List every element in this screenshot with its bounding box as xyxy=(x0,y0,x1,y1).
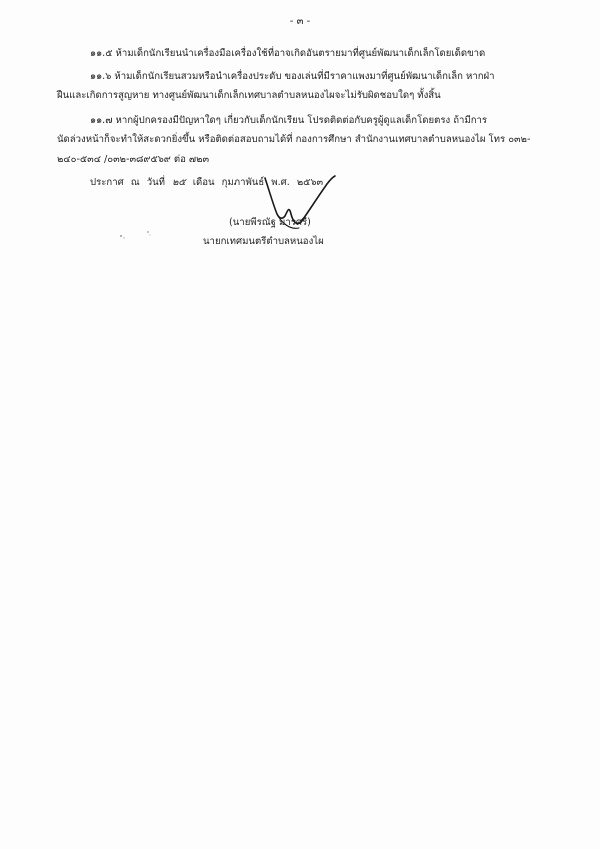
clause-11-7-continued: นัดล่วงหน้าก็จะทำให้สะดวกยิ่งขึ้น หรือติดต่อสอบถามได้ที่ กองการศึกษา สำนักงานเทศบาลตำบลหนองไผ โทร ๐๓๒- xyxy=(57,134,531,145)
month-label: เดือน xyxy=(192,177,215,188)
clause-11-7-phone: ๒๔๐-๕๓๔ /๐๓๒-๓๘๙๕๖๙ ต่อ ๗๒๓ xyxy=(57,154,210,165)
signer-name: (นายพีรณัฐ มารศรี) xyxy=(229,217,311,228)
page-number: - ๓ - xyxy=(289,16,311,27)
month-value: กุมภาพันธ์ xyxy=(221,177,265,188)
clause-11-7: ๑๑.๗ หากผู้ปกครองมีปัญหาใดๆ เกี่ยวกับเด็กนักเรียน โปรดติดต่อกับครูผู้ดูแลเด็กโดยตรง ถ้ามีการ xyxy=(90,115,488,126)
announcement-prefix: ประกาศ xyxy=(90,177,124,188)
clause-11-6-continued: ฝืนและเกิดการสูญหาย ทางศูนย์พัฒนาเด็กเล็กเทศบาลตำบลหนองไผจะไม่รับผิดชอบใดๆ ทั้งสิ้น xyxy=(57,90,441,101)
clause-11-5: ๑๑.๕ ห้ามเด็กนักเรียนนำเครื่องมือเครื่องใช้ที่อาจเกิดอันตรายมาที่ศูนย์พัฒนาเด็กเล็กโดยเด็ดขาด xyxy=(90,48,486,59)
scan-speck xyxy=(115,228,155,242)
handwritten-signature xyxy=(255,170,345,240)
signer-title: นายกเทศมนตรีตำบลหนองไผ xyxy=(203,236,324,247)
day-label: วันที่ xyxy=(146,177,165,188)
announcement-at: ณ xyxy=(130,177,140,188)
clause-11-6: ๑๑.๖ ห้ามเด็กนักเรียนสวมหรือนำเครื่องประดับ ของเล่นที่มีราคาแพงมาที่ศูนย์พัฒนาเด็กเล็ก หากฝ่า xyxy=(90,71,495,82)
year-label: พ.ศ. xyxy=(271,177,290,188)
year-value: ๒๕๖๓ xyxy=(296,177,324,188)
day-value: ๒๕ xyxy=(172,177,186,188)
